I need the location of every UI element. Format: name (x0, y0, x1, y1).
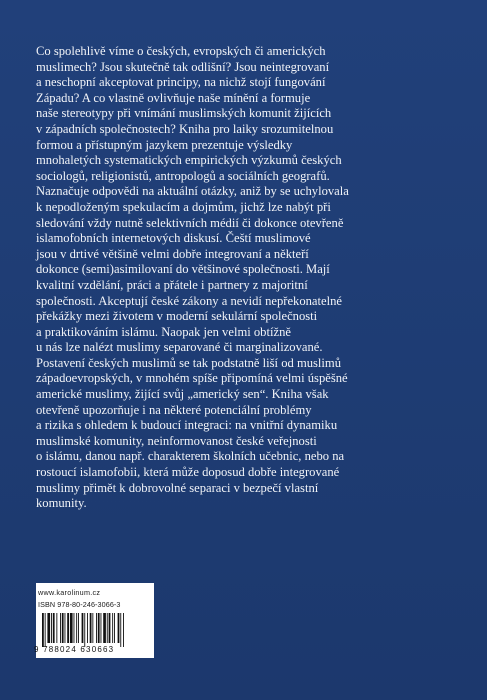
barcode-bar (118, 613, 120, 643)
blurb-line: Západu? A co vlastně ovlivňuje naše mínění a formuje (36, 90, 311, 105)
blurb-line: sociologů, religionistů, antropologů a sociálních geografů. (36, 168, 330, 183)
blurb-line: Postavení českých muslimů se tak podstatně liší od muslimů (36, 355, 342, 370)
barcode-bar (107, 613, 108, 643)
barcode-bar (70, 613, 73, 643)
barcode-bar (103, 613, 106, 643)
barcode-digits: 9 788024 630663 (34, 645, 115, 654)
blurb-line: a praktikováním islámu. Naopak jen velmi obtížně (36, 324, 291, 339)
blurb-line: formou a přístupným jazykem prezentuje výsledky (36, 137, 293, 152)
blurb-line: Co spolehlivě víme o českých, evropských či amerických (36, 44, 326, 58)
blurb-line: v západních společnostech? Kniha pro laiky srozumitelnou (36, 121, 334, 136)
barcode-bar (74, 613, 75, 643)
barcode-bar (62, 613, 64, 643)
blurb-line: islamofobních internetových diskusí. Čeští muslimové (36, 231, 311, 246)
blurb-line: americké muslimy, žijící svůj „americký sen“. Kniha však (36, 387, 329, 402)
blurb-line: a neschopní akceptovat principy, na nichž stojí fungování (36, 75, 326, 90)
barcode-bar (92, 613, 93, 643)
blurb-text (36, 44, 456, 512)
barcode-bar (78, 613, 79, 643)
barcode-bar (47, 613, 50, 643)
barcode-bar (101, 613, 102, 643)
blurb-line: dokonce (semi)asimilovaní do většinové společnosti. Mají (36, 262, 330, 277)
barcode-bar (109, 613, 111, 643)
barcode-bar (67, 613, 69, 643)
barcode-bar (112, 613, 113, 643)
barcode-bar (90, 613, 92, 643)
publisher-url: www.karolinum.cz (38, 588, 101, 597)
blurb-line: jsou v drtivé většině velmi dobře integrovaní a někteří (36, 246, 309, 261)
blurb-line: rostoucí islamofobii, která může doposud dobře integrované (36, 465, 340, 480)
barcode-bar (42, 613, 44, 647)
barcode-bar (84, 613, 85, 647)
blurb-line: otevřeně upozorňuje i na některé potenciální problémy (36, 402, 312, 417)
blurb-line: u nás lze nalézt muslimy separované či marginalizované. (36, 340, 323, 355)
blurb-line: mnohaletých systematických empirických výzkumů českých (36, 153, 342, 168)
blurb-line: komunity. (36, 496, 87, 511)
blurb-line: a rizika s ohledem k budoucí integraci: na vnitřní dynamiku (36, 418, 338, 433)
blurb-line: západoevropských, v mnohém spíše připomíná velmi úspěšné (36, 371, 348, 386)
barcode-bar (123, 613, 124, 647)
blurb-line: muslimy přimět k dobrovolné separaci v bezpečí vlastní (36, 480, 319, 495)
barcode-bar (120, 613, 121, 647)
barcode-bar (76, 613, 77, 643)
barcode-bar (114, 613, 115, 643)
blurb-line: překážky mezi životem v moderní sekulární společnosti (36, 309, 318, 324)
blurb-line: muslimské komunity, neinformovanost české veřejnosti (36, 433, 317, 448)
barcode-bar (98, 613, 100, 643)
barcode-bar (53, 613, 55, 643)
barcode-bar (65, 613, 66, 643)
barcode-bar (96, 613, 97, 643)
barcode-bar (51, 613, 52, 643)
blurb-line: o islámu, danou např. charakterem školních učebnic, nebo na (36, 449, 345, 464)
blurb-line: Naznačuje odpovědi na aktuální otázky, aniž by se uchylovala (36, 184, 349, 199)
barcode-bar (87, 613, 88, 643)
barcode-bar (45, 613, 46, 647)
blurb-line: sledování vždy nutně selektivních médií či dokonce otevřeně (36, 215, 344, 230)
barcode-bar (60, 613, 61, 643)
blurb-line: k nepodloženým spekulacím a dojmům, jichž lze nabýt při (36, 199, 331, 214)
isbn-text: ISBN 978-80-246-3066-3 (38, 600, 121, 609)
blurb-line: naše stereotypy při vnímání muslimských komunit žijících (36, 106, 332, 121)
blurb-line: společnosti. Akceptují české zákony a nevidí nepřekonatelné (36, 293, 342, 308)
barcode-bar (56, 613, 57, 643)
barcode-bar (82, 613, 84, 643)
blurb-line: kvalitní vzdělání, práci a přátele i partnery z majoritní (36, 277, 308, 292)
barcode-image (42, 613, 150, 649)
blurb-line: muslimech? Jsou skutečně tak odlišní? Jsou neintegrovaní (36, 59, 330, 74)
